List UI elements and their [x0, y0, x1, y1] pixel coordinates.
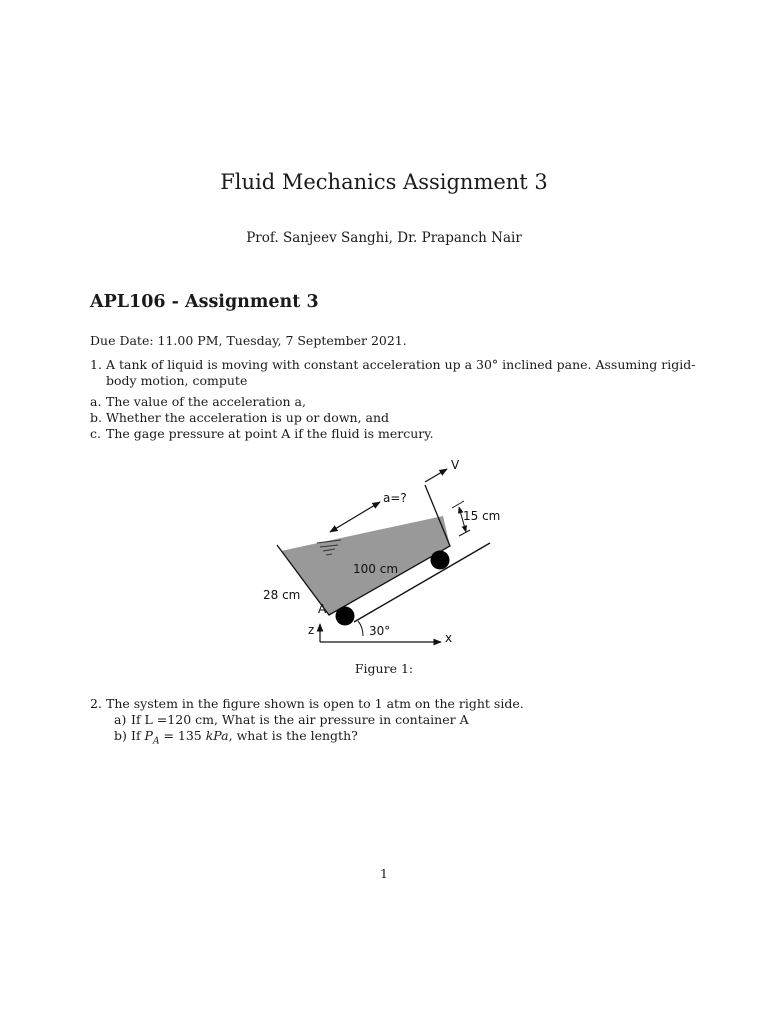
part-label: a)	[114, 712, 127, 727]
question-2-part-b	[114, 728, 358, 750]
document-title: Fluid Mechanics Assignment 3	[220, 170, 548, 194]
question-2-text: The system in the figure shown is open to 1 atm on the right side.	[106, 696, 524, 711]
wheel-icon	[336, 607, 355, 626]
math-unit: kPa	[205, 728, 229, 743]
angle-label: 30°	[369, 624, 391, 638]
question-2-part-a	[114, 712, 469, 728]
part-prefix: If	[131, 728, 145, 743]
page-number: 1	[380, 866, 388, 881]
section-heading: APL106 - Assignment 3	[90, 292, 319, 312]
depth-extension-line	[459, 530, 470, 536]
part-label: b)	[114, 728, 127, 743]
question-1-number: 1.	[90, 357, 102, 372]
document-authors: Prof. Sanjeev Sanghi, Dr. Prapanch Nair	[246, 230, 522, 246]
point-a-label: A	[318, 602, 327, 616]
question-1-text: A tank of liquid is moving with constant acceleration up a 30° inclined pane. Assuming rigid-body motion, compute	[106, 357, 696, 388]
acceleration-label: a=?	[383, 491, 407, 505]
part-suffix: , what is the length?	[228, 728, 358, 743]
list-item-label: c.	[90, 426, 101, 441]
math-equals: = 135	[159, 728, 206, 743]
figure-caption: Figure 1:	[354, 661, 414, 676]
list-item-label: a.	[90, 394, 102, 409]
math-subscript: A	[152, 736, 160, 747]
list-item-text: The value of the acceleration a,	[106, 394, 306, 409]
height-label: 28 cm	[263, 588, 301, 602]
x-axis-label: x	[445, 631, 453, 645]
acceleration-arrow	[330, 502, 380, 532]
velocity-label: V	[451, 458, 460, 472]
list-item-label: b.	[90, 410, 102, 425]
due-date: Due Date: 11.00 PM, Tuesday, 7 September 2021.	[90, 333, 407, 348]
velocity-arrow	[425, 469, 447, 482]
wheel-icon	[431, 551, 450, 570]
part-text: If L =120 cm, What is the air pressure in container A	[131, 712, 469, 727]
list-item-text: Whether the acceleration is up or down, and	[106, 410, 390, 425]
length-label: 100 cm	[353, 562, 399, 576]
question-2-number: 2.	[90, 696, 102, 711]
z-axis-label: z	[308, 623, 315, 637]
math-symbol-p: P	[144, 728, 153, 743]
depth-extension-line	[452, 501, 464, 508]
list-item-text: The gage pressure at point A if the fluid is mercury.	[106, 426, 434, 441]
depth-label: 15 cm	[463, 509, 501, 523]
angle-arc	[358, 621, 363, 636]
